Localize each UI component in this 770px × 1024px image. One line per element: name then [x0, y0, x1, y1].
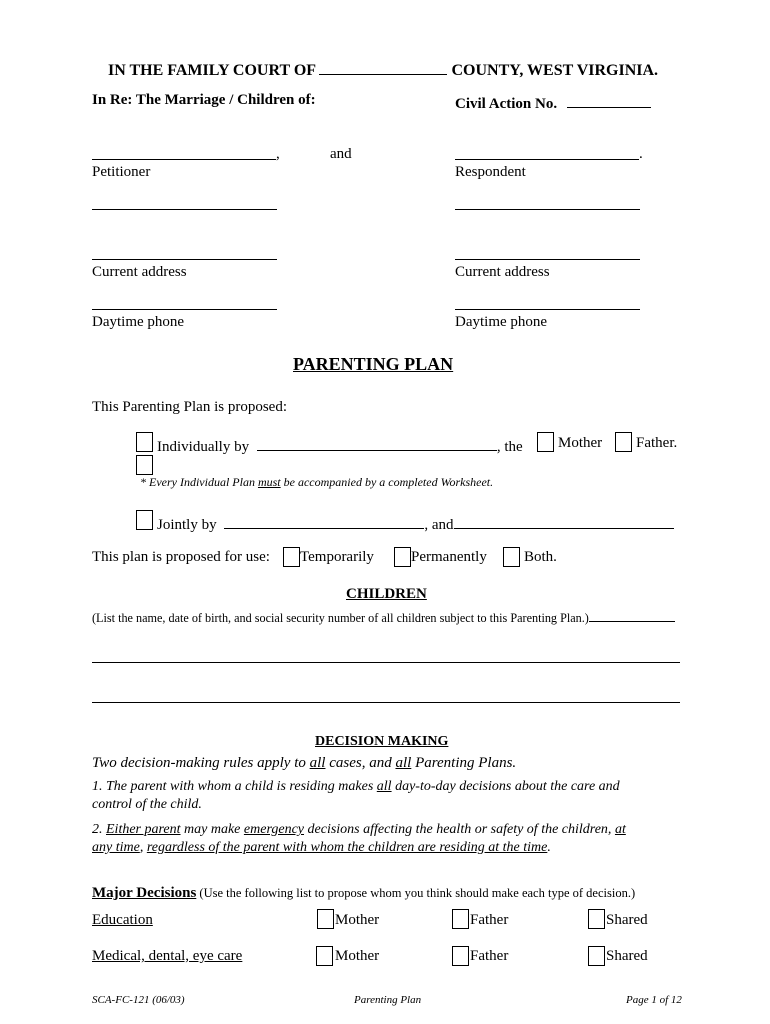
use-label: This plan is proposed for use: [92, 549, 270, 565]
medical-shared-checkbox[interactable] [588, 946, 605, 966]
medical-mother-checkbox[interactable] [316, 946, 333, 966]
respondent-phone-label: Daytime phone [455, 314, 548, 330]
medical-shared-label: Shared [606, 948, 648, 964]
mother-checkbox[interactable] [537, 432, 554, 452]
individually-row [157, 435, 523, 456]
jointly-and-text: , and [424, 517, 454, 533]
rule-2-line-2 [92, 840, 551, 856]
rule2-at: at [614, 822, 626, 837]
rule2-either: Either parent [106, 822, 181, 837]
note-must: must [257, 475, 281, 489]
both-label: Both. [524, 549, 557, 565]
father-label: Father. [636, 435, 678, 451]
footer-page: Page 1 of 12 [626, 994, 682, 1006]
rules-mid: cases, and [325, 755, 396, 771]
decision-heading: DECISION MAKING [315, 734, 449, 749]
children-line-1[interactable] [92, 662, 680, 663]
rule-2-line-1 [92, 822, 626, 838]
petitioner-phone-line[interactable] [92, 309, 277, 310]
rule-1-line-1 [92, 779, 620, 795]
rules-post: Parenting Plans. [411, 755, 517, 771]
and-text: and [330, 146, 352, 162]
decision-rules-intro [92, 755, 516, 772]
respondent-address-label: Current address [455, 264, 550, 280]
individually-name-blank[interactable] [257, 435, 497, 451]
in-re-label: In Re: The Marriage / Children of: [92, 92, 316, 108]
rules-all-1: all [309, 755, 326, 771]
rule2-anytime: any time [92, 840, 140, 855]
individually-by-label: Individually by [157, 439, 250, 455]
note-post: be accompanied by a completed Worksheet. [280, 475, 494, 489]
major-heading-text: Major Decisions [92, 885, 197, 901]
footer-form-id: SCA-FC-121 (06/03) [92, 994, 185, 1006]
respondent-address-line-2[interactable] [455, 259, 640, 260]
children-instruction [92, 609, 675, 626]
jointly-checkbox[interactable] [136, 510, 153, 530]
rules-all-2: all [395, 755, 412, 771]
education-father-label: Father [470, 912, 509, 928]
father-checkbox[interactable] [615, 432, 632, 452]
petitioner-name-line[interactable] [92, 159, 276, 160]
court-right-text: COUNTY, WEST VIRGINIA. [451, 62, 659, 79]
court-left-text: IN THE FAMILY COURT OF [108, 62, 316, 79]
children-blank-inline[interactable] [589, 609, 675, 622]
education-mother-label: Mother [335, 912, 380, 928]
petitioner-comma: , [276, 146, 280, 162]
temporarily-checkbox[interactable] [283, 547, 300, 567]
rule2-mid: decisions affecting the health or safety of the children, [304, 822, 615, 837]
petitioner-address-line-1[interactable] [92, 209, 277, 210]
note-pre: * Every Individual Plan [140, 475, 258, 489]
temporarily-label: Temporarily [300, 549, 374, 565]
court-heading [108, 58, 658, 80]
rule1-post: day-to-day decisions about the care and [391, 779, 620, 794]
worksheet-note [140, 475, 493, 490]
rule1-all: all [376, 779, 392, 794]
proposal-intro: This Parenting Plan is proposed: [92, 399, 287, 415]
rule2-emergency: emergency [243, 822, 305, 837]
medical-father-checkbox[interactable] [452, 946, 469, 966]
rule1-pre: 1. The parent with whom a child is residing makes [92, 779, 377, 794]
petitioner-address-label: Current address [92, 264, 187, 280]
rule2-regardless: regardless of the parent with whom the children are residing at the time [146, 840, 548, 855]
medical-mother-label: Mother [335, 948, 380, 964]
rules-pre: Two decision-making rules apply to [92, 755, 310, 771]
respondent-name-line[interactable] [455, 159, 639, 160]
medical-father-label: Father [470, 948, 509, 964]
education-father-checkbox[interactable] [452, 909, 469, 929]
rule2-may: may make [180, 822, 244, 837]
respondent-label: Respondent [455, 164, 526, 180]
permanently-checkbox[interactable] [394, 547, 411, 567]
permanently-label: Permanently [411, 549, 487, 565]
page-title: PARENTING PLAN [293, 354, 454, 374]
respondent-phone-line[interactable] [455, 309, 640, 310]
mother-label: Mother [558, 435, 603, 451]
jointly-by-label: Jointly by [157, 517, 217, 533]
rule-1-line-2: control of the child. [92, 797, 202, 812]
children-instruction-text: (List the name, date of birth, and social security number of all children subject to this Parenting Plan.) [92, 611, 589, 626]
both-checkbox[interactable] [503, 547, 520, 567]
civil-action-label [455, 92, 651, 113]
rule2-num: 2. [92, 822, 106, 837]
footer-center: Parenting Plan [354, 994, 422, 1006]
major-decisions-heading [92, 884, 635, 902]
education-label: Education [92, 912, 153, 928]
petitioner-address-line-2[interactable] [92, 259, 277, 260]
major-instruction: (Use the following list to propose whom you think should make each type of decision.) [196, 886, 636, 900]
rule2-comma: , [139, 840, 147, 855]
jointly-name-blank-2[interactable] [454, 513, 674, 529]
county-blank[interactable] [319, 58, 447, 75]
extra-checkbox[interactable] [136, 455, 153, 475]
civil-action-blank[interactable] [567, 92, 651, 108]
jointly-row [157, 513, 674, 534]
petitioner-label: Petitioner [92, 164, 151, 180]
education-mother-checkbox[interactable] [317, 909, 334, 929]
the-text: , the [496, 439, 523, 455]
rule2-end: . [547, 840, 551, 855]
civil-action-text: Civil Action No. [455, 96, 558, 112]
children-line-2[interactable] [92, 702, 680, 703]
respondent-address-line-1[interactable] [455, 209, 640, 210]
individually-checkbox[interactable] [136, 432, 153, 452]
petitioner-phone-label: Daytime phone [92, 314, 185, 330]
education-shared-checkbox[interactable] [588, 909, 605, 929]
children-heading: CHILDREN [346, 586, 427, 602]
medical-label: Medical, dental, eye care [92, 948, 243, 964]
respondent-period: . [639, 146, 643, 162]
jointly-name-blank-1[interactable] [224, 513, 424, 529]
education-shared-label: Shared [606, 912, 648, 928]
